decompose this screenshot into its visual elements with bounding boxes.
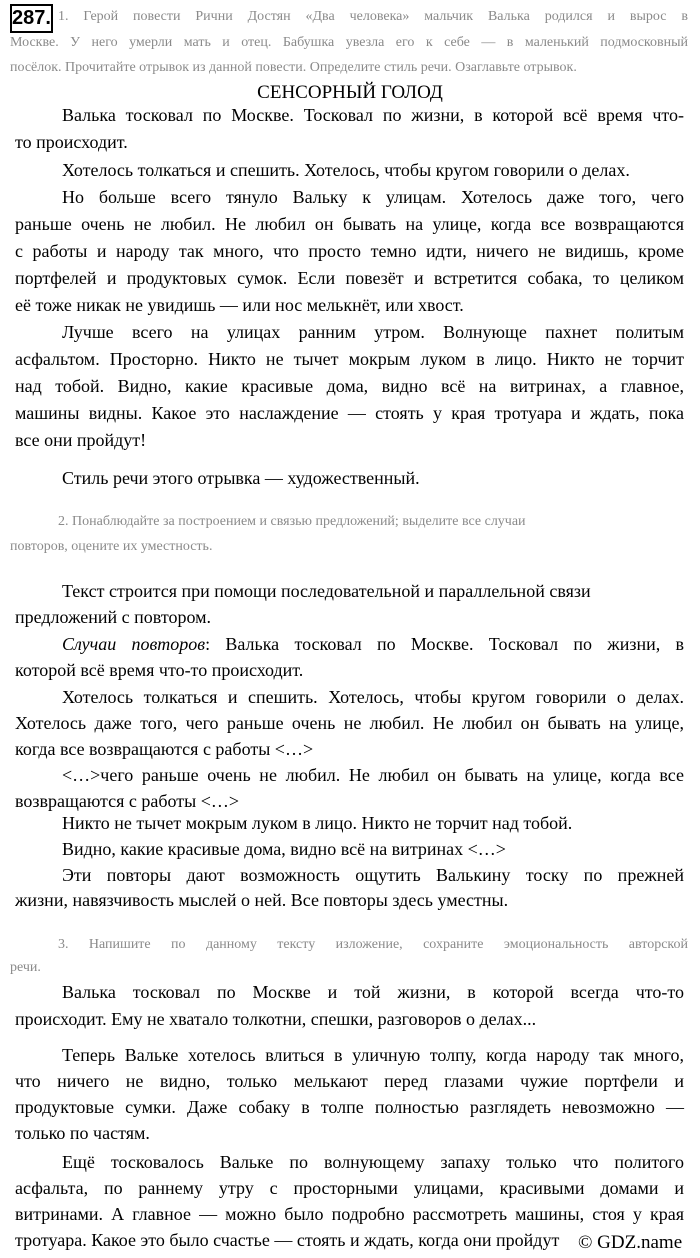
text-line: что ничего не видно, только мелькают перед глазами чужие портфели и	[15, 1071, 684, 1091]
text-line: витринами. А главное — можно было подробно рассмотреть машины, стоя у края	[15, 1204, 684, 1224]
watermark: © GDZ.name	[578, 1232, 683, 1253]
text-line: портфелей и продуктовых сумок. Если повезёт и встретится собака, то целиком	[15, 268, 684, 288]
task-instruction-line: Москве. У него умерли мать и отец. Бабушка увезла его к себе — в маленький подмосковный	[10, 35, 688, 50]
task-instruction-line: 1. Герой повести Рични Достян «Два человека» мальчик Валька родился и вырос в	[58, 9, 688, 24]
task-instruction-line: 2. Понаблюдайте за построением и связью предложений; выделите все случаи	[58, 514, 526, 529]
text-line: предложений с повтором.	[15, 607, 212, 627]
task-instruction-line: 3. Напишите по данному тексту изложение, сохраните эмоциональность авторской	[58, 937, 688, 952]
text-line: Хотелось даже того, чего раньше очень не любил. Не любил он бывать на улице,	[15, 713, 684, 733]
passage-title: СЕНСОРНЫЙ ГОЛОД	[257, 82, 443, 103]
text-line: машины видны. Какое это наслаждение — стоять у края тротуара и ждать, пока	[15, 403, 684, 423]
text-line: то происходит.	[15, 132, 128, 152]
text-line: Эти повторы дают возможность ощутить Валькину тоску по прежней	[62, 865, 684, 885]
text-line: возвращаются с работы <…>	[15, 791, 240, 811]
text-line: асфальта, по раннему утру с просторными улицами, красивыми домами и	[15, 1178, 684, 1198]
text-line: жизни, навязчивость мыслей о ней. Все повторы здесь уместны.	[15, 890, 509, 910]
text-line: Валька тосковал по Москве и той жизни, в которой всегда что-то	[62, 982, 684, 1002]
text-line: когда все возвращаются с работы <…>	[15, 739, 314, 759]
text-line: Стиль речи этого отрывка — художественный.	[62, 468, 420, 488]
text-line: тротуара. Какое это было счастье — стоять и ждать, когда они пройдут	[15, 1230, 560, 1250]
text-line: асфальтом. Просторно. Никто не тычет мокрым луком в лицо. Никто не торчит	[15, 349, 684, 369]
text-line: Текст строится при помощи последовательной и параллельной связи	[62, 581, 591, 601]
text-line	[62, 632, 684, 656]
text-line: Но больше всего тянуло Вальку к улицам. Хотелось даже того, чего	[62, 187, 684, 207]
task-instruction-line: посёлок. Прочитайте отрывок из данной повести. Определите стиль речи. Озаглавьте отрывок.	[10, 60, 577, 75]
exercise-number: 287.	[10, 4, 53, 33]
text-line: над тобой. Видно, какие красивые дома, видно всё на витринах, а главное,	[15, 376, 684, 396]
text-line: только по частям.	[15, 1123, 150, 1143]
text-line: Ещё тосковалось Вальке по волнующему запаху только что политого	[62, 1152, 684, 1172]
text-line: Валька тосковал по Москве. Тосковал по жизни, в которой всё время что-	[62, 105, 684, 125]
text-line: Видно, какие красивые дома, видно всё на витринах <…>	[62, 839, 506, 859]
text-line: Теперь Вальке хотелось влиться в уличную толпу, когда народу так много,	[62, 1045, 684, 1065]
text-line: Никто не тычет мокрым луком в лицо. Никто не торчит над тобой.	[62, 813, 573, 833]
text-line: Хотелось толкаться и спешить. Хотелось, чтобы кругом говорили о делах.	[62, 160, 630, 180]
italic-label: Случаи повторов	[62, 634, 206, 654]
line-text: : Валька тосковал по Москве. Тосковал по жизни, в	[205, 634, 684, 654]
text-line: которой всё время что-то происходит.	[15, 660, 304, 680]
task-instruction-line: речи.	[10, 960, 41, 975]
text-line: все они пройдут!	[15, 430, 147, 450]
text-line: с работы и народу так много, что просто темно идти, ничего не видишь, кроме	[15, 241, 684, 261]
text-line: продуктовые сумки. Даже собаку в толпе полностью разглядеть невозможно —	[15, 1097, 684, 1117]
text-line: её тоже никак не увидишь — или нос мелькнёт, или хвост.	[15, 295, 464, 315]
text-line: <…>чего раньше очень не любил. Не любил он бывать на улице, когда все	[62, 765, 684, 785]
text-line: раньше очень не любил. Не любил он бывать на улице, когда все возвращаются	[15, 214, 684, 234]
task-instruction-line: повторов, оцените их уместность.	[10, 539, 213, 554]
text-line: Лучше всего на улицах ранним утром. Волнующе пахнет политым	[62, 322, 684, 342]
text-line: Хотелось толкаться и спешить. Хотелось, чтобы кругом говорили о делах.	[62, 687, 684, 707]
text-line: происходит. Ему не хватало толкотни, спешки, разговоров о делах...	[15, 1009, 537, 1029]
